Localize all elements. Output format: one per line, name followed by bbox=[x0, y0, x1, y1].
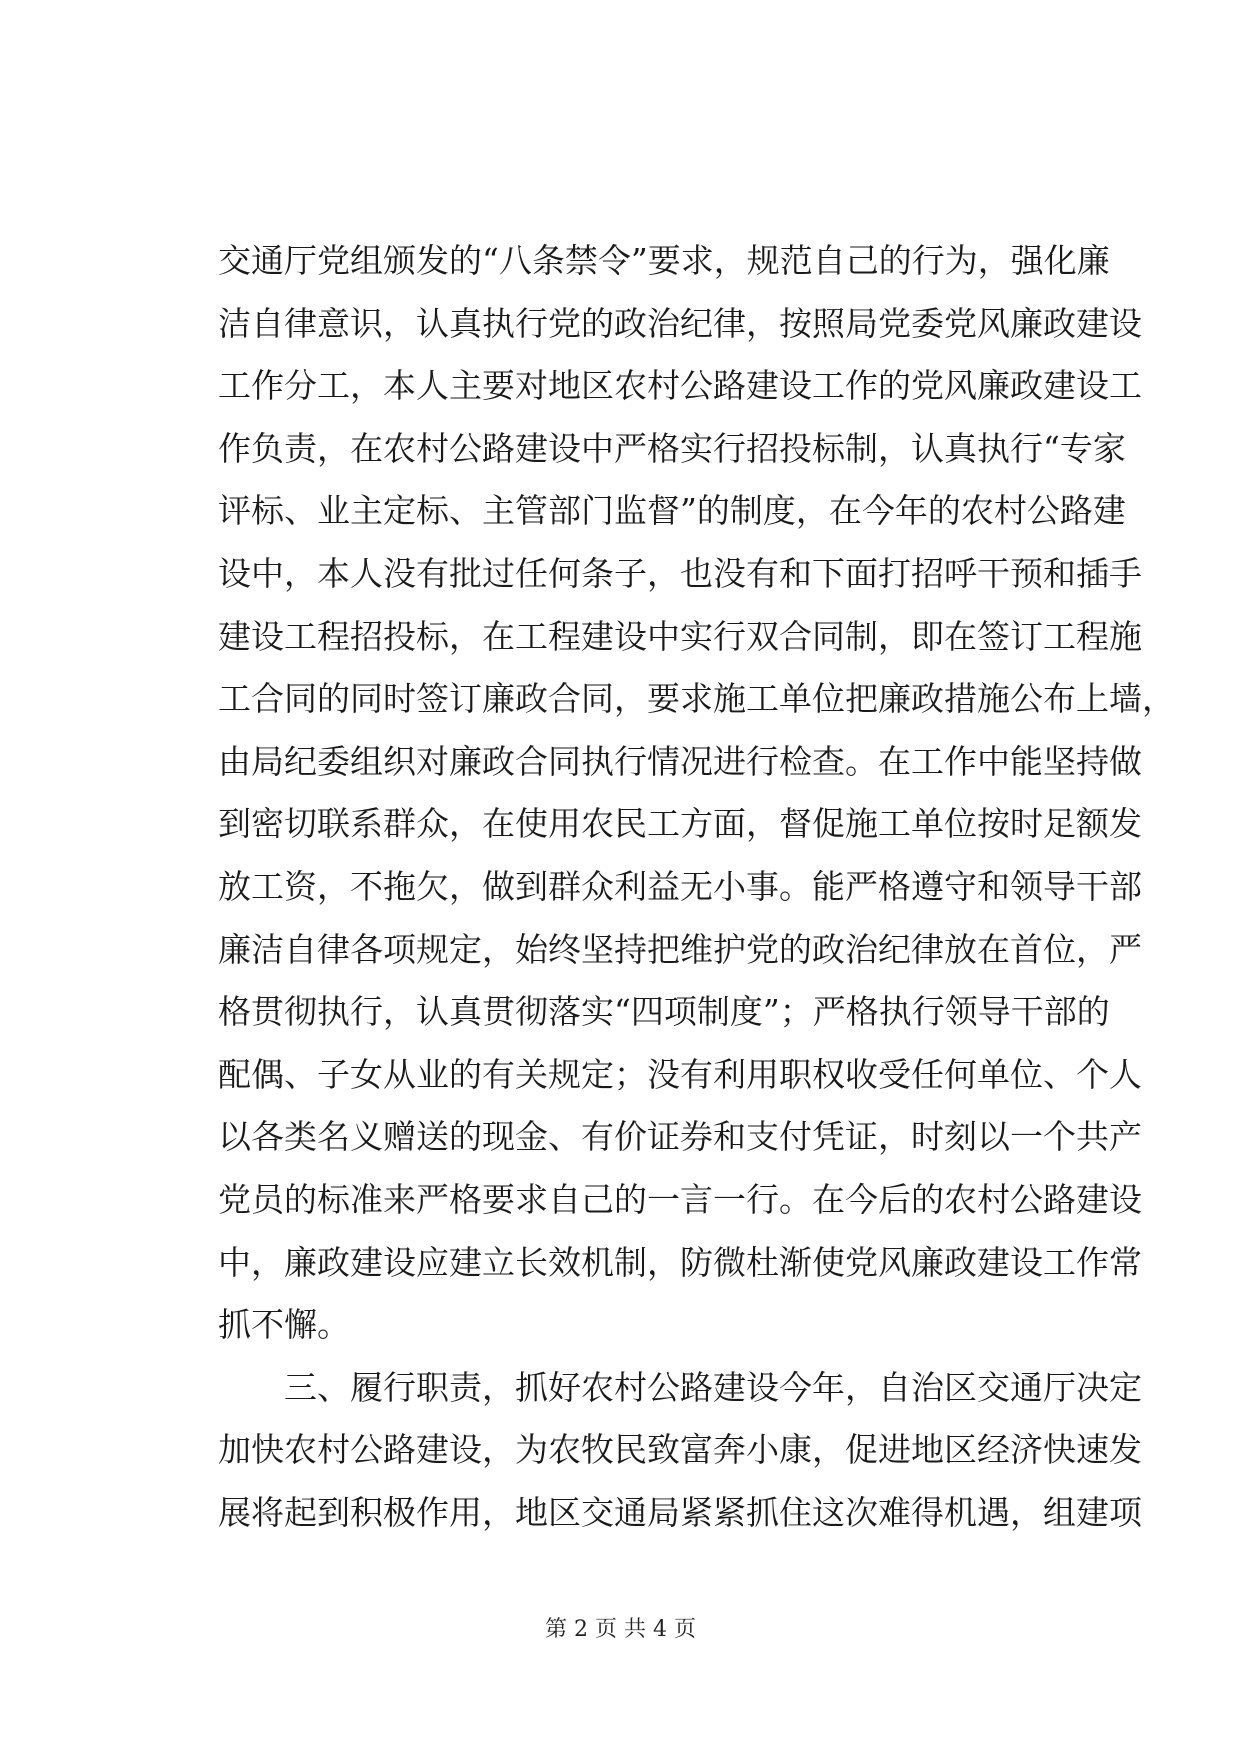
text-line: 廉洁自律各项规定，始终坚持把维护党的政治纪律放在首位，严 bbox=[218, 929, 1142, 969]
text-line: 格贯彻执行，认真贯彻落实“四项制度”；严格执行领导干部的 bbox=[218, 992, 1110, 1032]
body-text bbox=[218, 230, 1175, 1544]
text-line: 由局纪委组织对廉政合同执行情况进行检查。在工作中能坚持做 bbox=[218, 741, 1142, 781]
text-line: 放工资，不拖欠，做到群众利益无小事。能严格遵守和领导干部 bbox=[218, 866, 1142, 906]
text-line: 设中，本人没有批过任何条子，也没有和下面打招呼干预和插手 bbox=[218, 553, 1142, 593]
text-line: 作负责，在农村公路建设中严格实行招投标制，认真执行“专家 bbox=[218, 428, 1126, 468]
text-line: 建设工程招投标，在工程建设中实行双合同制，即在签订工程施 bbox=[218, 616, 1142, 656]
text-line: 以各类名义赠送的现金、有价证券和支付凭证，时刻以一个共产 bbox=[218, 1117, 1142, 1157]
text-line: 工作分工，本人主要对地区农村公路建设工作的党风廉政建设工 bbox=[218, 366, 1142, 406]
page-number-footer: 第 2 页 共 4 页 bbox=[545, 1617, 696, 1642]
text-line: 交通厅党组颁发的“八条禁令”要求，规范自己的行为，强化廉 bbox=[218, 241, 1110, 280]
text-line: 展将起到积极作用，地区交通局紧紧抓住这次难得机遇，组建项 bbox=[218, 1492, 1142, 1532]
text-line: 洁自律意识，认真执行党的政治纪律，按照局党委党风廉政建设 bbox=[218, 303, 1142, 343]
text-line: 工合同的同时签订廉政合同，要求施工单位把廉政措施公布上墙， bbox=[218, 679, 1175, 719]
text-line: 到密切联系群众，在使用农民工方面，督促施工单位按时足额发 bbox=[218, 804, 1142, 844]
text-line: 中，廉政建设应建立长效机制，防微杜渐使党风廉政建设工作常 bbox=[218, 1242, 1142, 1282]
section-heading-line: 三、履行职责，抓好农村公路建设今年，自治区交通厅决定 bbox=[284, 1367, 1142, 1407]
text-line: 抓不懈。 bbox=[218, 1305, 350, 1345]
text-line: 配偶、子女从业的有关规定；没有利用职权收受任何单位、个人 bbox=[218, 1054, 1142, 1094]
text-line: 党员的标准来严格要求自己的一言一行。在今后的农村公路建设 bbox=[218, 1179, 1142, 1219]
text-line: 评标、业主定标、主管部门监督”的制度，在今年的农村公路建 bbox=[218, 491, 1126, 531]
text-line: 加快农村公路建设，为农牧民致富奔小康，促进地区经济快速发 bbox=[218, 1430, 1142, 1470]
